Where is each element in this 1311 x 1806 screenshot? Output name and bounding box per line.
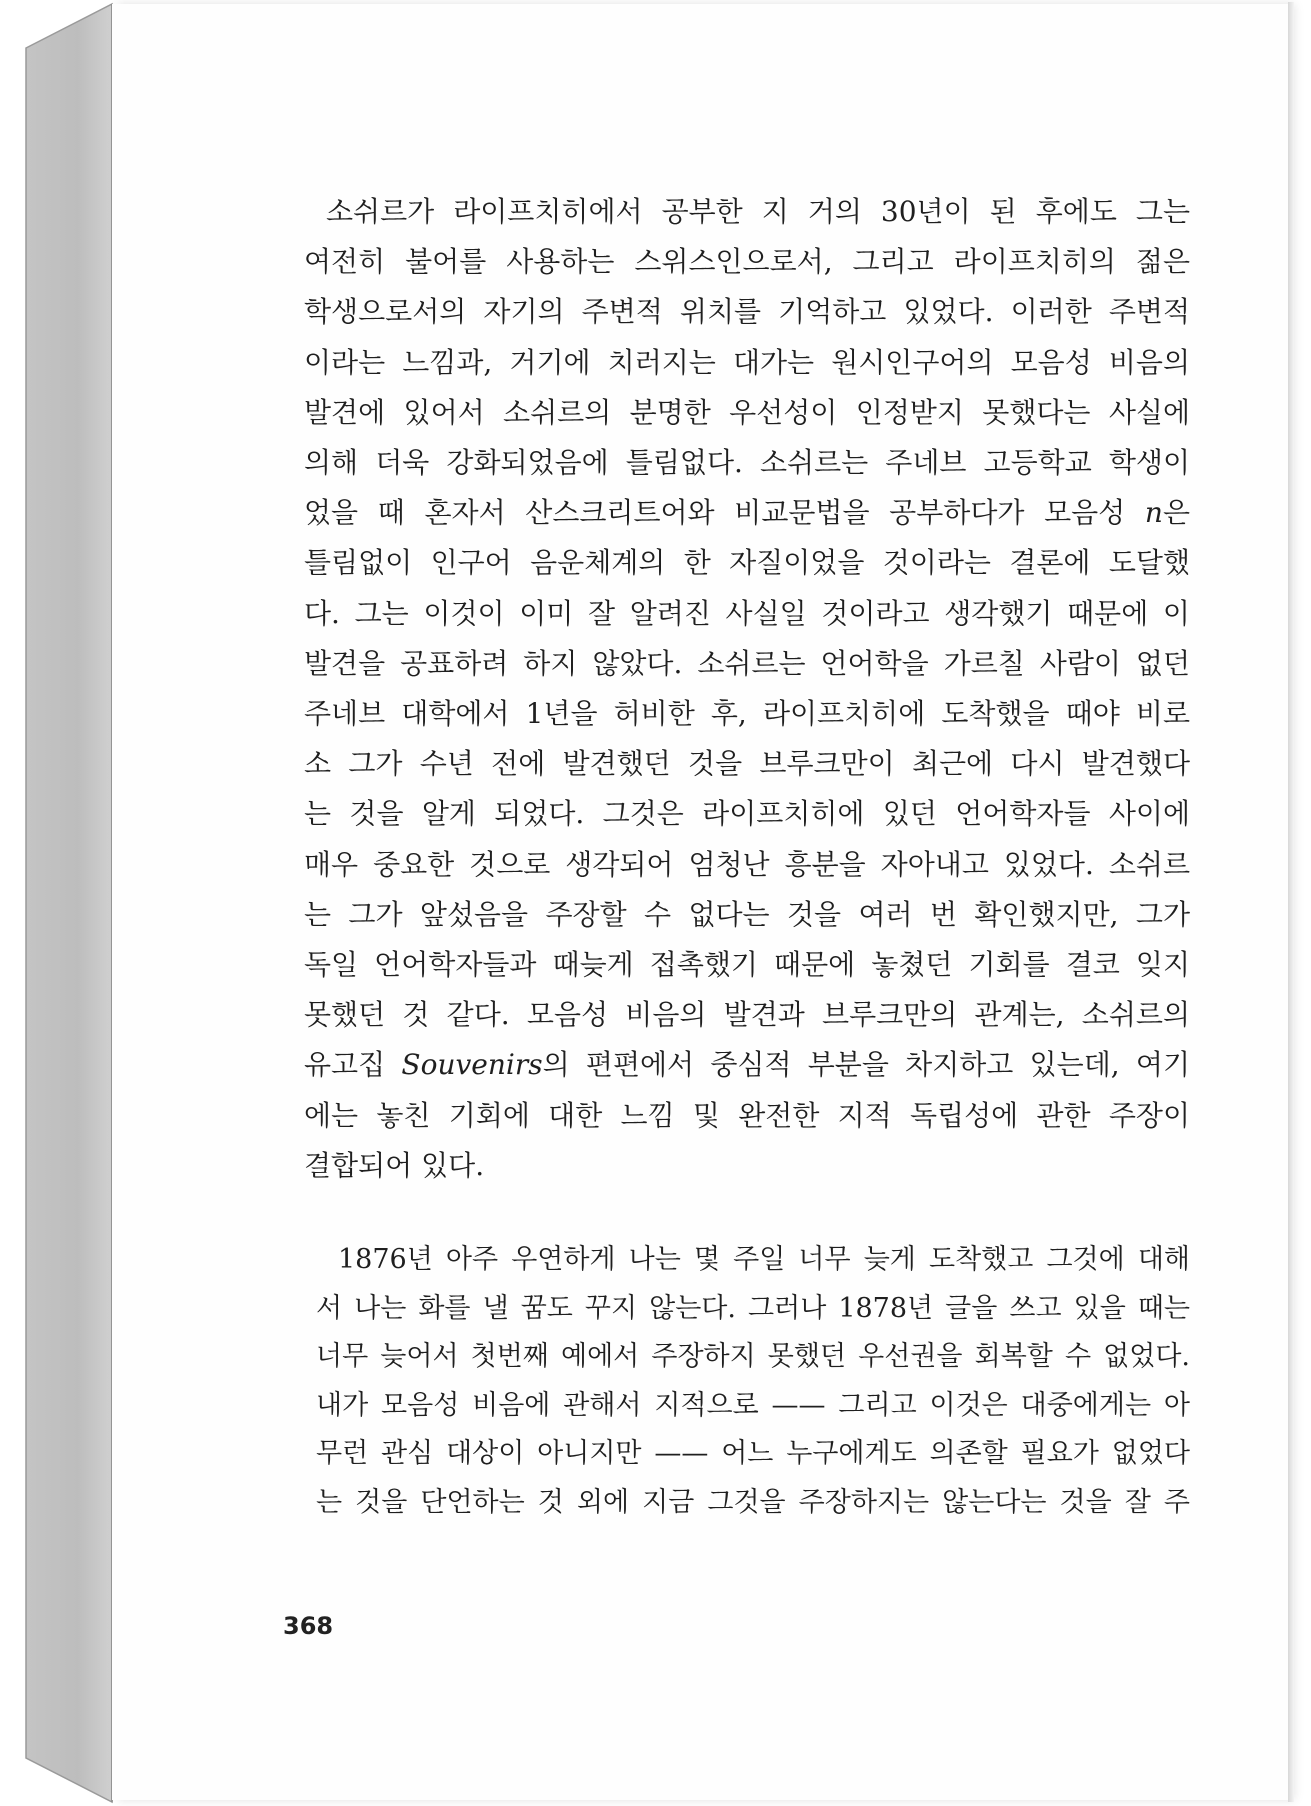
text-line: 소 그가 수년 전에 발견했던 것을 브루크만이 최근에 다시 발견했다 — [304, 747, 1190, 781]
text-line: 이라는 느낌과, 거기에 치러지는 대가는 원시인구어의 모음성 비음의 — [304, 345, 1190, 379]
text-line: 유고집 Souvenirs의 편편에서 중심적 부분을 차지하고 있는데, 여기 — [304, 1048, 1191, 1082]
text-line: 틀림없이 인구어 음운체계의 한 자질이었을 것이라는 결론에 도달했 — [304, 546, 1190, 580]
text-line: 1876년 아주 우연하게 나는 몇 주일 너무 늦게 도착했고 그것에 대해 — [338, 1244, 1190, 1275]
text-line: 못했던 것 같다. 모음성 비음의 발견과 브루크만의 관계는, 소쉬르의 — [304, 998, 1190, 1032]
text-line: 서 나는 화를 낼 꿈도 꾸지 않는다. 그러나 1878년 글을 쓰고 있을 때는 — [316, 1292, 1190, 1324]
text-line: 결합되어 있다. — [304, 1148, 485, 1182]
text-line: 는 그가 앞섰음을 주장할 수 없다는 것을 여러 번 확인했지만, 그가 — [304, 897, 1190, 931]
text-line: 학생으로서의 자기의 주변적 위치를 기억하고 있었다. 이러한 주변적 — [304, 295, 1190, 329]
text-line: 여전히 불어를 사용하는 스위스인으로서, 그리고 라이프치히의 젊은 — [304, 245, 1190, 279]
text-line: 무런 관심 대상이 아니지만 —— 어느 누구에게도 의존할 필요가 없었다 — [316, 1438, 1190, 1469]
page-edge — [1288, 2, 1294, 1802]
block-quotation — [316, 1236, 1190, 1527]
text-line: 발견에 있어서 소쉬르의 분명한 우선성이 인정받지 못했다는 사실에 — [304, 395, 1190, 429]
text-line: 다. 그는 이것이 이미 잘 알려진 사실일 것이라고 생각했기 때문에 이 — [304, 596, 1190, 630]
main-paragraph — [282, 187, 1190, 1191]
text-line: 의해 더욱 강화되었음에 틀림없다. 소쉬르는 주네브 고등학교 학생이 — [304, 446, 1190, 480]
text-line: 에는 놓친 기회에 대한 느낌 및 완전한 지적 독립성에 관한 주장이 — [304, 1098, 1190, 1132]
text-line: 는 것을 단언하는 것 외에 지금 그것을 주장하지는 않는다는 것을 잘 주 — [316, 1486, 1190, 1518]
text-line: 었을 때 혼자서 산스크리트어와 비교문법을 공부하다가 모음성 n은 — [304, 496, 1190, 530]
text-line: 매우 중요한 것으로 생각되어 엄청난 흥분을 자아내고 있었다. 소쉬르 — [304, 847, 1190, 881]
text-line: 독일 언어학자들과 때늦게 접촉했기 때문에 놓쳤던 기회를 결코 잊지 — [304, 948, 1190, 982]
text-line: 주네브 대학에서 1년을 허비한 후, 라이프치히에 도착했을 때야 비로 — [304, 697, 1190, 731]
text-line: 는 것을 알게 되었다. 그것은 라이프치히에 있던 언어학자들 사이에 — [304, 797, 1190, 831]
text-line: 너무 늦어서 첫번째 예에서 주장하지 못했던 우선권을 회복할 수 없었다. — [316, 1341, 1190, 1372]
book-spine — [26, 4, 112, 1802]
text-line: 소쉬르가 라이프치히에서 공부한 지 거의 30년이 된 후에도 그는 — [326, 195, 1190, 228]
text-line: 내가 모음성 비음에 관해서 지적으로 —— 그리고 이것은 대중에게는 아 — [316, 1389, 1190, 1421]
text-line: 발견을 공표하려 하지 않았다. 소쉬르는 언어학을 가르칠 사람이 없던 — [304, 646, 1190, 680]
page-number: 368 — [283, 1612, 334, 1640]
